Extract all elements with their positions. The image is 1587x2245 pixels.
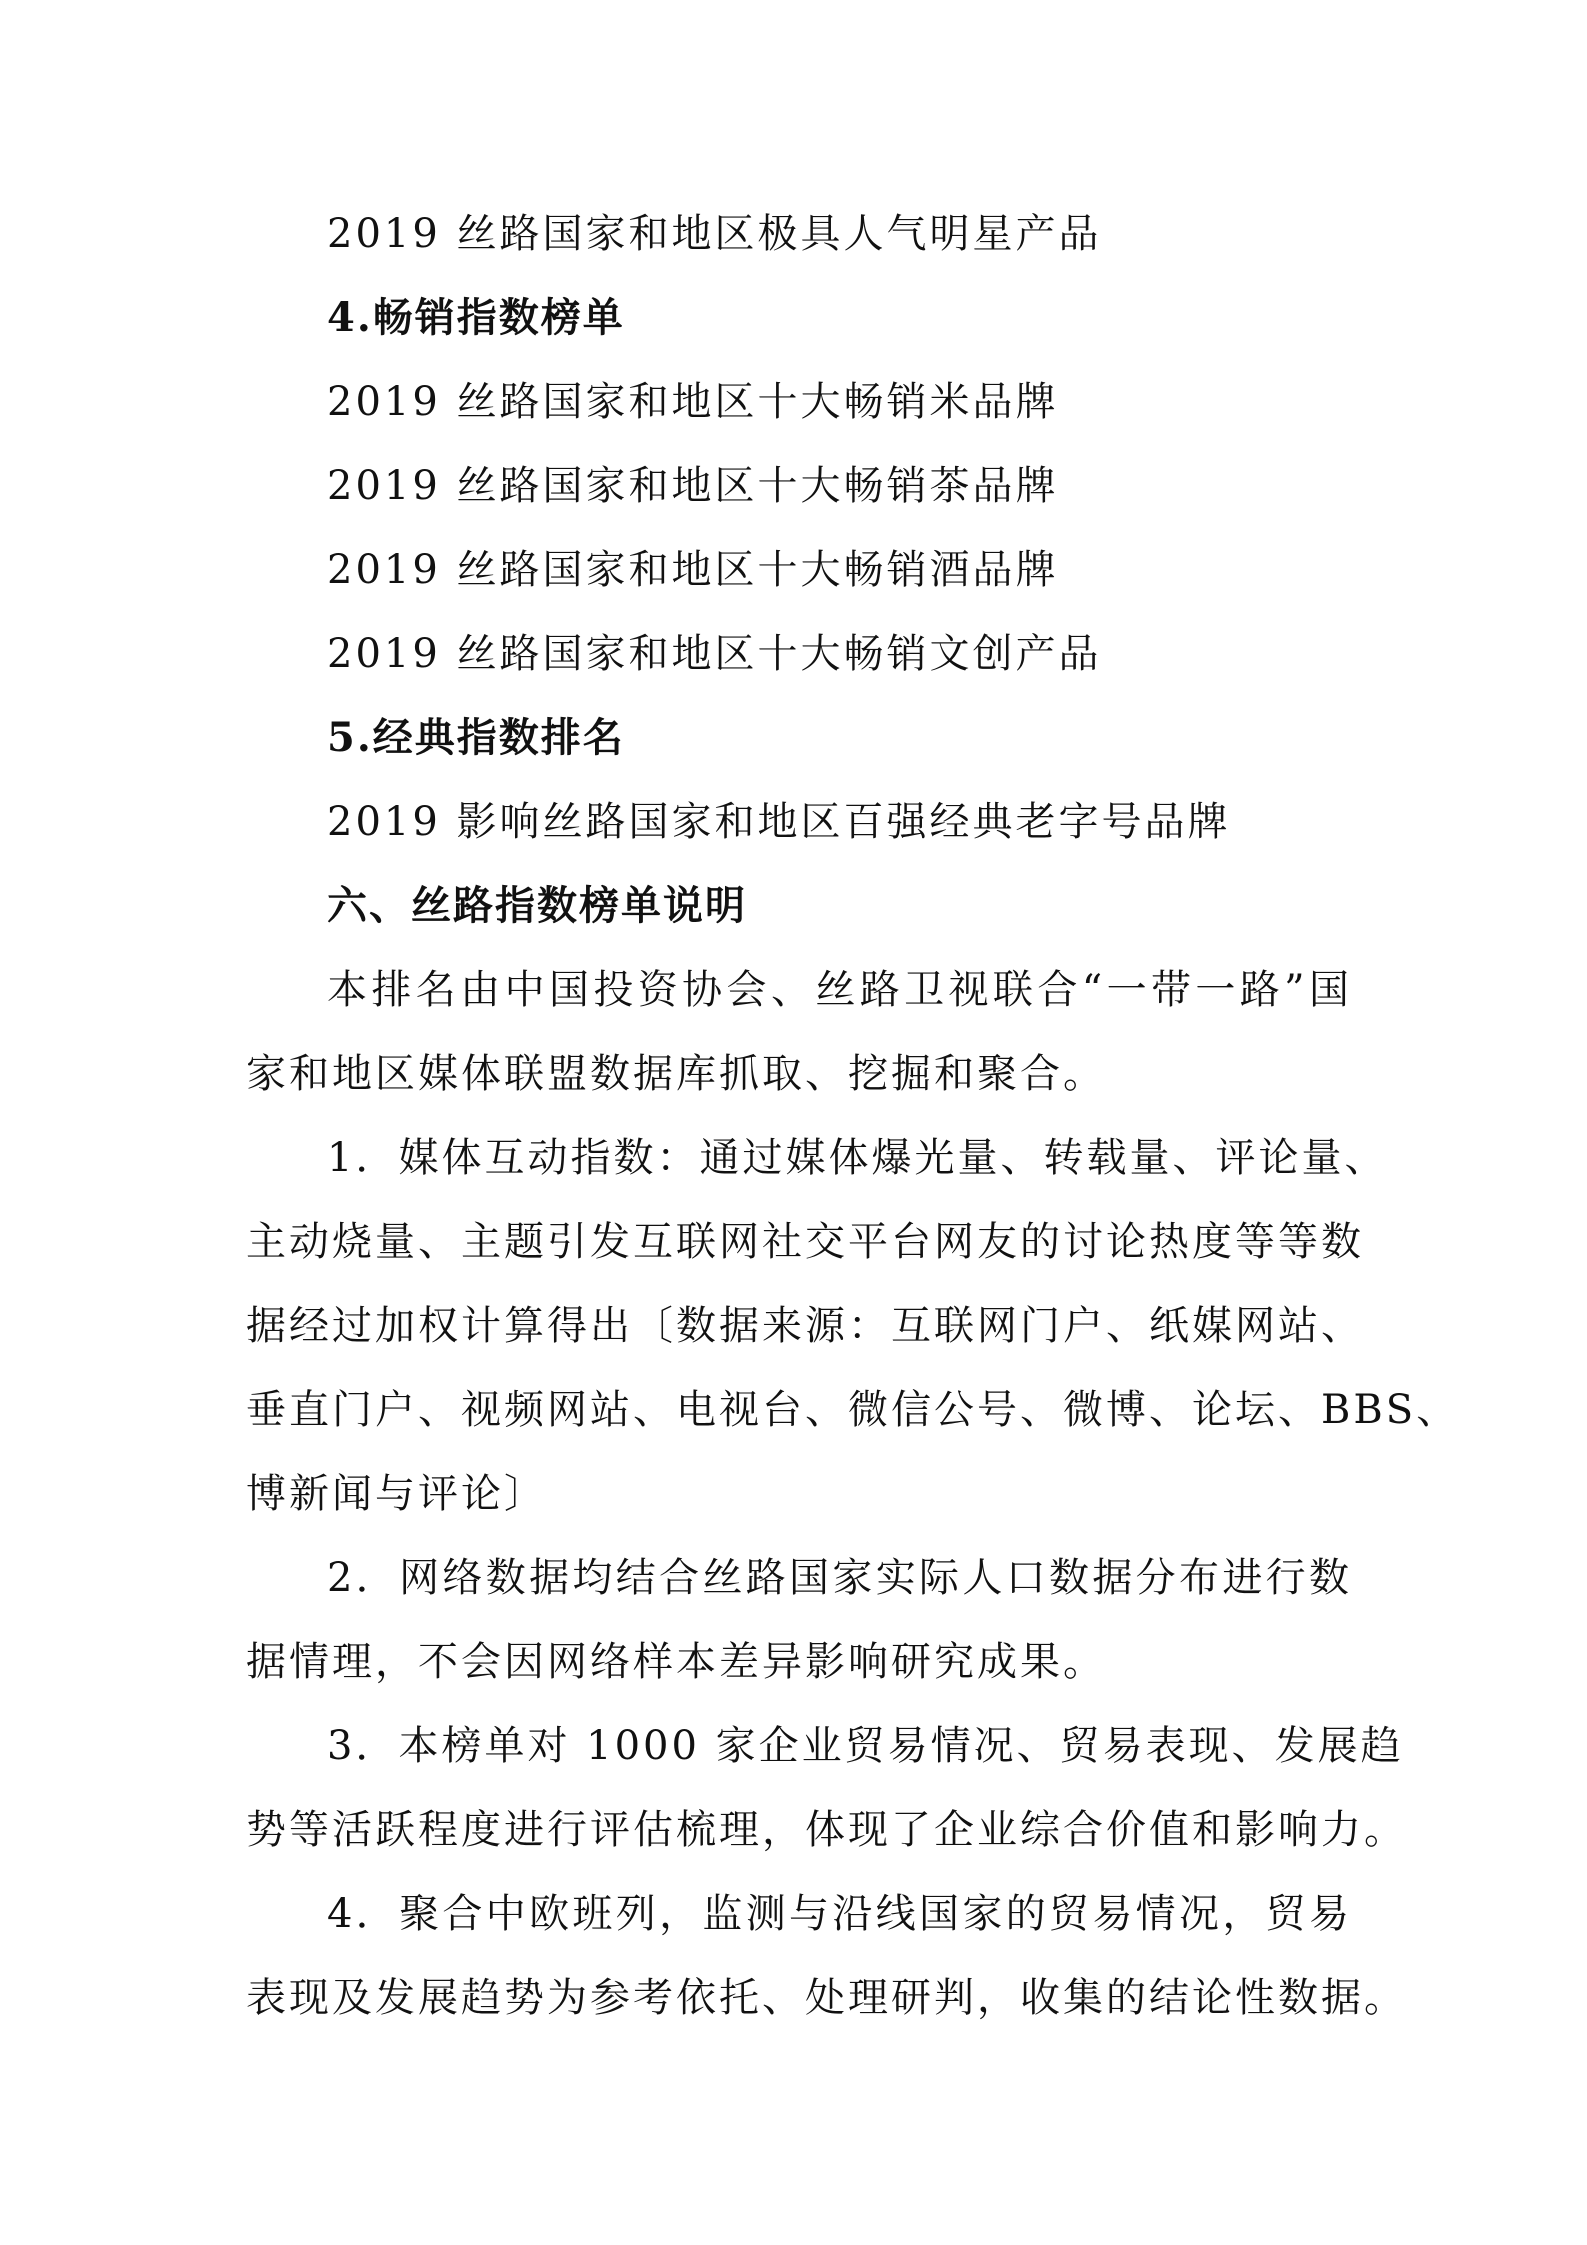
paragraph-line: 据经过加权计算得出〔数据来源：互联网门户、纸媒网站、 [246,1303,1364,1349]
paragraph-line: 主动烧量、主题引发互联网社交平台网友的讨论热度等等数 [246,1219,1364,1265]
list-item: 2019 丝路国家和地区极具人气明星产品 [327,211,1102,257]
list-item: 2019 影响丝路国家和地区百强经典老字号品牌 [327,799,1231,845]
paragraph-line: 博新闻与评论〕 [246,1471,547,1517]
section-heading: 4.畅销指数榜单 [327,294,625,341]
paragraph-line: 家和地区媒体联盟数据库抓取、挖掘和聚合。 [246,1051,1106,1097]
paragraph-line: 4．聚合中欧班列，监测与沿线国家的贸易情况，贸易 [327,1891,1352,1937]
section-heading: 5.经典指数排名 [327,714,625,761]
list-item: 2019 丝路国家和地区十大畅销米品牌 [327,379,1059,425]
paragraph-line: 3．本榜单对 1000 家企业贸易情况、贸易表现、发展趋 [327,1723,1404,1769]
list-item: 2019 丝路国家和地区十大畅销文创产品 [327,631,1102,677]
list-item: 2019 丝路国家和地区十大畅销茶品牌 [327,463,1059,509]
chapter-heading: 六、丝路指数榜单说明 [327,882,747,929]
paragraph-line: 垂直门户、视频网站、电视台、微信公号、微博、论坛、BBS、 [246,1387,1460,1433]
paragraph-line: 1．媒体互动指数：通过媒体爆光量、转载量、评论量、 [327,1135,1388,1181]
list-item: 2019 丝路国家和地区十大畅销酒品牌 [327,547,1059,593]
paragraph-line: 势等活跃程度进行评估梳理，体现了企业综合价值和影响力。 [246,1807,1407,1853]
paragraph-line: 据情理，不会因网络样本差异影响研究成果。 [246,1639,1106,1685]
paragraph-line: 表现及发展趋势为参考依托、处理研判，收集的结论性数据。 [246,1975,1407,2021]
paragraph-line: 本排名由中国投资协会、丝路卫视联合“一带一路”国 [327,967,1352,1013]
paragraph-line: 2．网络数据均结合丝路国家实际人口数据分布进行数 [327,1555,1352,1601]
